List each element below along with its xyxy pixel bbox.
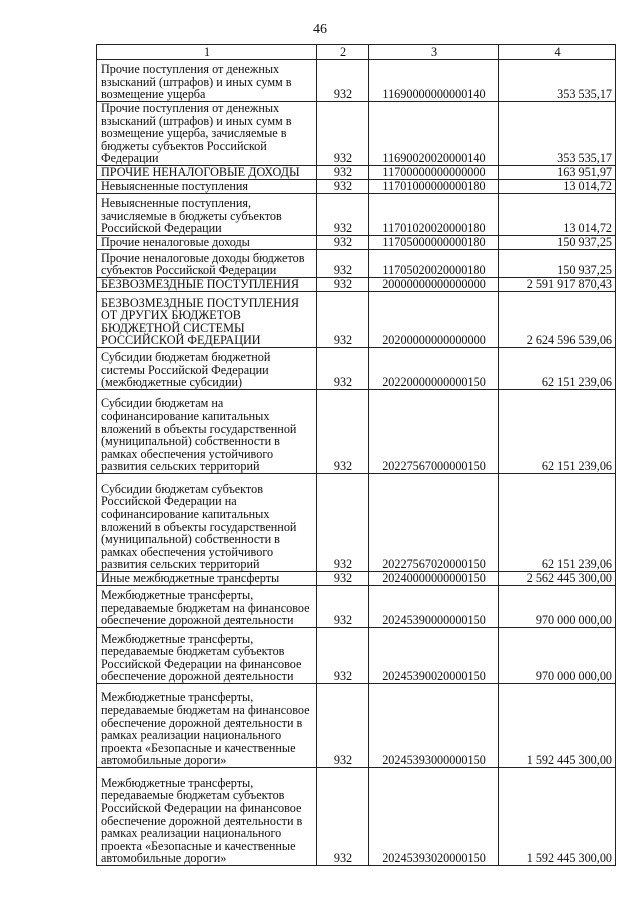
row-description: БЕЗВОЗМЕЗДНЫЕ ПОСТУПЛЕНИЯ ОТ ДРУГИХ БЮДЖЕТОВ БЮДЖЕТНОЙ СИСТЕМЫ РОССИЙСКОЙ ФЕДЕРАЦИИ <box>97 291 317 347</box>
row-budget-code: 20200000000000000 <box>369 291 499 347</box>
row-description: Прочие неналоговые доходы <box>97 235 317 249</box>
row-admin-code: 932 <box>317 571 369 585</box>
revenue-table <box>96 44 616 866</box>
table-row <box>97 179 616 193</box>
row-budget-code: 20227567020000150 <box>369 473 499 571</box>
row-description: Прочие поступления от денежных взысканий (штрафов) и иных сумм в возмещение ущерба <box>97 60 317 102</box>
row-description: Иные межбюджетные трансферты <box>97 571 317 585</box>
row-budget-code: 11690000000000140 <box>369 60 499 102</box>
row-amount: 13 014,72 <box>499 193 616 235</box>
table-row <box>97 627 616 683</box>
row-description: Субсидии бюджетам субъектов Российской Федерации на софинансирование капитальных вложений в объекты государственной (муниципальной) собственности в рамках обеспечения устойчивого развития сельских территорий <box>97 473 317 571</box>
row-description: ПРОЧИЕ НЕНАЛОГОВЫЕ ДОХОДЫ <box>97 165 317 179</box>
row-budget-code: 20245393000000150 <box>369 683 499 767</box>
row-amount: 62 151 239,06 <box>499 347 616 389</box>
row-budget-code: 11705020020000180 <box>369 249 499 277</box>
row-admin-code: 932 <box>317 235 369 249</box>
row-budget-code: 20220000000000150 <box>369 347 499 389</box>
row-budget-code: 11690020020000140 <box>369 102 499 166</box>
table-row <box>97 60 616 102</box>
row-description: Межбюджетные трансферты, передаваемые бюджетам субъектов Российской Федерации на финансовое обеспечение дорожной деятельности в рамках реализации национального проекта «Безопасные и качественные автомобильные дороги» <box>97 767 317 865</box>
row-description: Прочие поступления от денежных взысканий (штрафов) и иных сумм в возмещение ущерба, зачисляемые в бюджеты субъектов Российской Федерации <box>97 102 317 166</box>
row-budget-code: 11705000000000180 <box>369 235 499 249</box>
row-amount: 163 951,97 <box>499 165 616 179</box>
column-header-1: 1 <box>97 45 317 60</box>
row-budget-code: 20245393020000150 <box>369 767 499 865</box>
row-admin-code: 932 <box>317 767 369 865</box>
row-description: Межбюджетные трансферты, передаваемые бюджетам на финансовое обеспечение дорожной деятельности в рамках реализации национального проекта «Безопасные и качественные автомобильные дороги» <box>97 683 317 767</box>
column-header-4: 4 <box>499 45 616 60</box>
row-amount: 1 592 445 300,00 <box>499 683 616 767</box>
row-amount: 62 151 239,06 <box>499 473 616 571</box>
row-admin-code: 932 <box>317 179 369 193</box>
row-budget-code: 20240000000000150 <box>369 571 499 585</box>
table-row <box>97 277 616 291</box>
row-admin-code: 932 <box>317 102 369 166</box>
row-budget-code: 20245390000000150 <box>369 585 499 627</box>
row-admin-code: 932 <box>317 165 369 179</box>
table-row <box>97 389 616 473</box>
row-admin-code: 932 <box>317 60 369 102</box>
table-row <box>97 165 616 179</box>
table-row <box>97 473 616 571</box>
row-amount: 970 000 000,00 <box>499 585 616 627</box>
row-description: Невыясненные поступления <box>97 179 317 193</box>
table-row <box>97 347 616 389</box>
row-description: Межбюджетные трансферты, передаваемые бюджетам субъектов Российской Федерации на финансовое обеспечение дорожной деятельности <box>97 627 317 683</box>
row-admin-code: 932 <box>317 585 369 627</box>
table-row <box>97 571 616 585</box>
row-amount: 970 000 000,00 <box>499 627 616 683</box>
table-row <box>97 102 616 166</box>
table-row <box>97 249 616 277</box>
table-row <box>97 235 616 249</box>
table-row <box>97 767 616 865</box>
row-amount: 353 535,17 <box>499 60 616 102</box>
row-description: БЕЗВОЗМЕЗДНЫЕ ПОСТУПЛЕНИЯ <box>97 277 317 291</box>
row-amount: 1 592 445 300,00 <box>499 767 616 865</box>
row-budget-code: 20245390020000150 <box>369 627 499 683</box>
row-description: Межбюджетные трансферты, передаваемые бюджетам на финансовое обеспечение дорожной деятельности <box>97 585 317 627</box>
row-amount: 2 624 596 539,06 <box>499 291 616 347</box>
column-header-3: 3 <box>369 45 499 60</box>
row-budget-code: 11701020020000180 <box>369 193 499 235</box>
row-admin-code: 932 <box>317 277 369 291</box>
page-number: 46 <box>313 22 327 37</box>
table-row <box>97 193 616 235</box>
row-admin-code: 932 <box>317 627 369 683</box>
table-row <box>97 585 616 627</box>
table-row <box>97 683 616 767</box>
row-budget-code: 20227567000000150 <box>369 389 499 473</box>
row-admin-code: 932 <box>317 683 369 767</box>
row-admin-code: 932 <box>317 473 369 571</box>
row-description: Субсидии бюджетам бюджетной системы Российской Федерации (межбюджетные субсидии) <box>97 347 317 389</box>
row-description: Прочие неналоговые доходы бюджетов субъектов Российской Федерации <box>97 249 317 277</box>
row-budget-code: 11700000000000000 <box>369 165 499 179</box>
row-amount: 150 937,25 <box>499 235 616 249</box>
row-description: Субсидии бюджетам на софинансирование капитальных вложений в объекты государственной (муниципальной) собственности в рамках обеспечения устойчивого развития сельских территорий <box>97 389 317 473</box>
row-amount: 2 591 917 870,43 <box>499 277 616 291</box>
row-admin-code: 932 <box>317 291 369 347</box>
row-admin-code: 932 <box>317 193 369 235</box>
row-amount: 353 535,17 <box>499 102 616 166</box>
row-budget-code: 11701000000000180 <box>369 179 499 193</box>
row-amount: 62 151 239,06 <box>499 389 616 473</box>
table-row <box>97 291 616 347</box>
row-description: Невыясненные поступления, зачисляемые в бюджеты субъектов Российской Федерации <box>97 193 317 235</box>
row-budget-code: 20000000000000000 <box>369 277 499 291</box>
row-admin-code: 932 <box>317 389 369 473</box>
table-header-row <box>97 45 616 60</box>
row-admin-code: 932 <box>317 347 369 389</box>
row-amount: 13 014,72 <box>499 179 616 193</box>
row-amount: 150 937,25 <box>499 249 616 277</box>
column-header-2: 2 <box>317 45 369 60</box>
row-amount: 2 562 445 300,00 <box>499 571 616 585</box>
row-admin-code: 932 <box>317 249 369 277</box>
